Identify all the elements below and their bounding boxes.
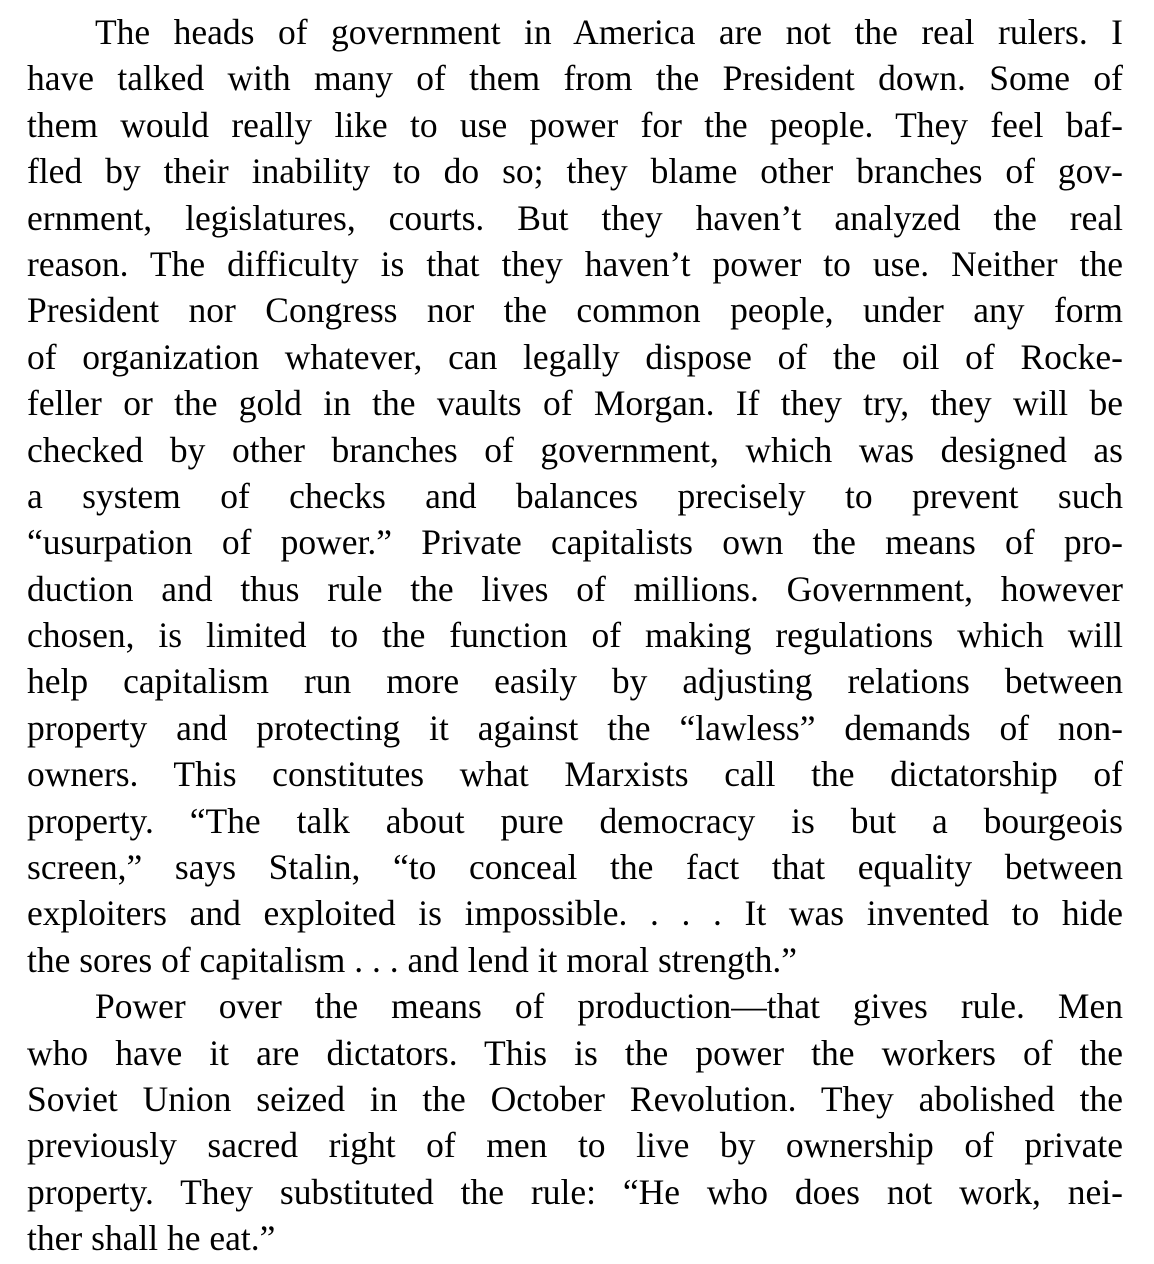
text-line: of organization whatever, can legally dispose of the oil of Rocke-	[27, 336, 1123, 377]
text-line: fled by their inability to do so; they blame other branches of gov-	[27, 151, 1123, 192]
text-line: who have it are dictators. This is the power the workers of the	[27, 1032, 1123, 1073]
text-line: ernment, legislatures, courts. But they haven’t analyzed the real	[27, 197, 1123, 238]
text-line: Power over the means of production—that gives rule. Men	[95, 986, 1123, 1027]
text-line: the sores of capitalism . . . and lend it moral strength.”	[27, 939, 797, 980]
text-line: chosen, is limited to the function of making regulations which will	[27, 615, 1123, 656]
text-line: a system of checks and balances precisely to prevent such	[27, 475, 1123, 516]
text-line: ther shall he eat.”	[27, 1218, 276, 1259]
text-line: screen,” says Stalin, “to conceal the fact that equality between	[27, 847, 1123, 888]
text-line: President nor Congress nor the common people, under any form	[27, 290, 1123, 331]
text-line: Soviet Union seized in the October Revolution. They abolished the	[27, 1078, 1123, 1119]
text-line: checked by other branches of government, which was designed as	[27, 429, 1123, 470]
text-line: owners. This constitutes what Marxists call the dictatorship of	[27, 754, 1123, 795]
text-line: reason. The difficulty is that they haven’t power to use. Neither the	[27, 243, 1123, 284]
text-line: “usurpation of power.” Private capitalists own the means of pro-	[27, 522, 1123, 563]
text-line: The heads of government in America are not the real rulers. I	[95, 12, 1123, 52]
text-line: previously sacred right of men to live by ownership of private	[27, 1125, 1123, 1166]
text-line: duction and thus rule the lives of millions. Government, however	[27, 568, 1123, 609]
text-line: property and protecting it against the “lawless” demands of non-	[27, 707, 1123, 748]
text-line: help capitalism run more easily by adjusting relations between	[27, 661, 1123, 702]
text-line: exploiters and exploited is impossible. . . . It was invented to hide	[27, 893, 1123, 934]
text-line: them would really like to use power for the people. They feel baf-	[27, 104, 1123, 145]
text-line: feller or the gold in the vaults of Morgan. If they try, they will be	[27, 383, 1123, 424]
text-line: property. “The talk about pure democracy is but a bourgeois	[27, 800, 1123, 841]
text-line: have talked with many of them from the President down. Some of	[27, 58, 1123, 99]
text-line: property. They substituted the rule: “He who does not work, nei-	[27, 1171, 1123, 1212]
